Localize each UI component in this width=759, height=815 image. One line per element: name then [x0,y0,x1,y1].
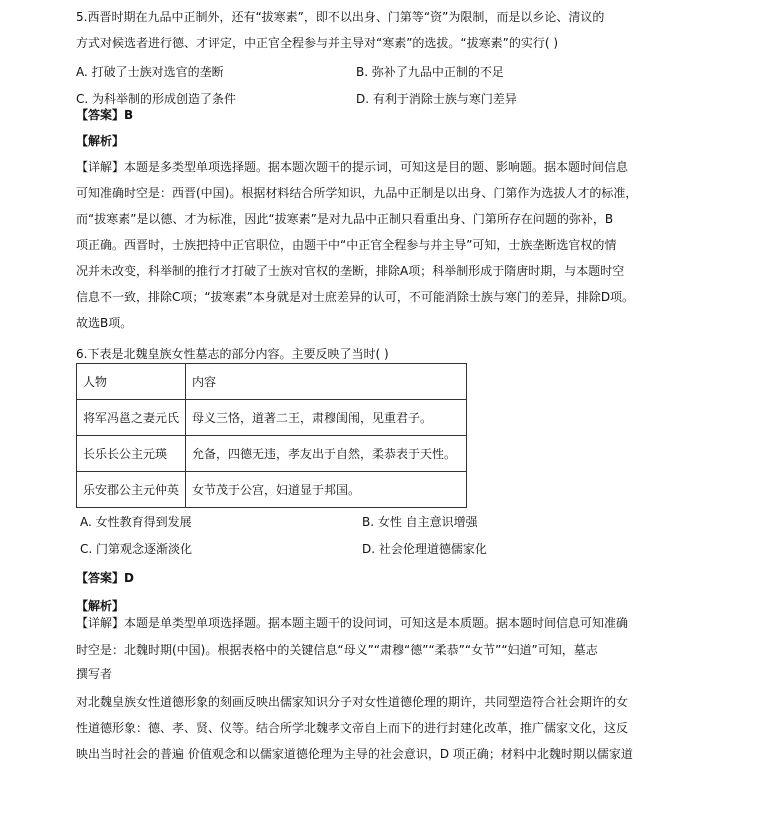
q5-analysis-line: 故选B项。 [76,316,133,330]
q6-analysis-line: 性道德形象：德、孝、贤、仪等。结合所学北魏孝文帝自上而下的进行封建化改革，推广儒家文化，这反 [76,721,629,735]
table-cell: 将军冯邕之妻元氏 [77,400,186,436]
q5-option-c: C. 为科举制的形成创造了条件 [76,92,237,106]
table-cell: 乐安郡公主元仲英 [77,472,186,508]
q6-analysis-line: 时空是：北魏时期(中国)。根据表格中的关键信息“母义”“肃穆“德”“柔恭”“女节”“妇道”可知，墓志 [76,643,598,657]
q5-analysis-line: 可知准确时空是：西晋(中国)。根据材料结合所学知识，九品中正制是以出身、门第作为选拔人才的标准， [76,186,638,200]
table-row [77,436,467,472]
q6-option-b: B. 女性 自主意识增强 [362,515,478,529]
q6-option-c: C. 门第观念逐渐淡化 [80,542,193,556]
q5-stem-line2: 方式对候选者进行德、才评定，中正官全程参与并主导对“寒素”的选拔。“拔寒素”的实行( ) [76,36,559,50]
table-header-cell: 内容 [186,364,467,400]
table-header-row [77,364,467,400]
table-cell: 长乐长公主元瑛 [77,436,186,472]
q6-analysis-line: 撰写者 [76,667,113,681]
q5-analysis-line: 项正确。西晋时，士族把持中正官职位，由题干中“中正官全程参与并主导”可知，士族垄断选官权的情 [76,238,617,252]
q5-analysis-line: 而“拔寒素”是以德、才为标准，因此“拔寒素”是对九品中正制只看重出身、门第所存在问题的弥补，B [76,212,614,226]
q5-analysis-line: 况并未改变，科举制的推行才打破了士族对官权的垄断，排除A项；科举制形成于隋唐时期，与本题时空 [76,264,625,278]
table-row [77,400,467,436]
table-cell: 女节茂于公宫，妇道显于邦国。 [186,472,467,508]
q5-stem-line1: 5.西晋时期在九品中正制外，还有“拔寒素”，即不以出身、门第等“资”为限制，而是以乡论、清议的 [76,10,605,24]
q5-option-b: B. 弥补了九品中正制的不足 [356,65,504,79]
q5-option-a: A. 打破了士族对选官的垄断 [76,65,224,79]
q6-table [76,363,467,508]
q6-option-a: A. 女性教育得到发展 [80,515,192,529]
q6-analysis-line: 对北魏皇族女性道德形象的刻画反映出儒家知识分子对女性道德伦理的期许，共同塑造符合社会期许的女 [76,695,629,709]
q5-option-d: D. 有利于消除士族与寒门差异 [356,92,517,106]
table-row [77,472,467,508]
q6-stem: 6.下表是北魏皇族女性墓志的部分内容。主要反映了当时( ) [76,347,389,361]
q6-analysis-line: 【详解】本题是单类型单项选择题。据本题主题干的设问词，可知这是本质题。据本题时间信息可知准确 [76,616,629,630]
q6-answer: 【答案】D [76,571,134,585]
table-header-cell: 人物 [77,364,186,400]
table-cell: 母义三恪，道著二王，肃穆闺闱，见重君子。 [186,400,467,436]
q6-option-d: D. 社会伦理道德儒家化 [362,542,487,556]
q5-analysis-title: 【解析】 [76,134,125,148]
q5-analysis-line: 信息不一致，排除C项；“拔寒素”本身就是对士庶差异的认可，不可能消除士族与寒门的差异，排除D项。 [76,290,635,304]
q6-analysis-title: 【解析】 [76,599,125,613]
q6-analysis-line: 映出当时社会的普遍 价值观念和以儒家道德伦理为主导的社会意识，D 项正确；材料中北魏时期以儒家道 [76,747,633,761]
table-cell: 允备，四德无违，孝友出于自然，柔恭表于天性。 [186,436,467,472]
q5-analysis-line: 【详解】本题是多类型单项选择题。据本题次题干的提示词，可知这是目的题、影响题。据本题时间信息 [76,160,629,174]
q5-answer: 【答案】B [76,108,134,122]
